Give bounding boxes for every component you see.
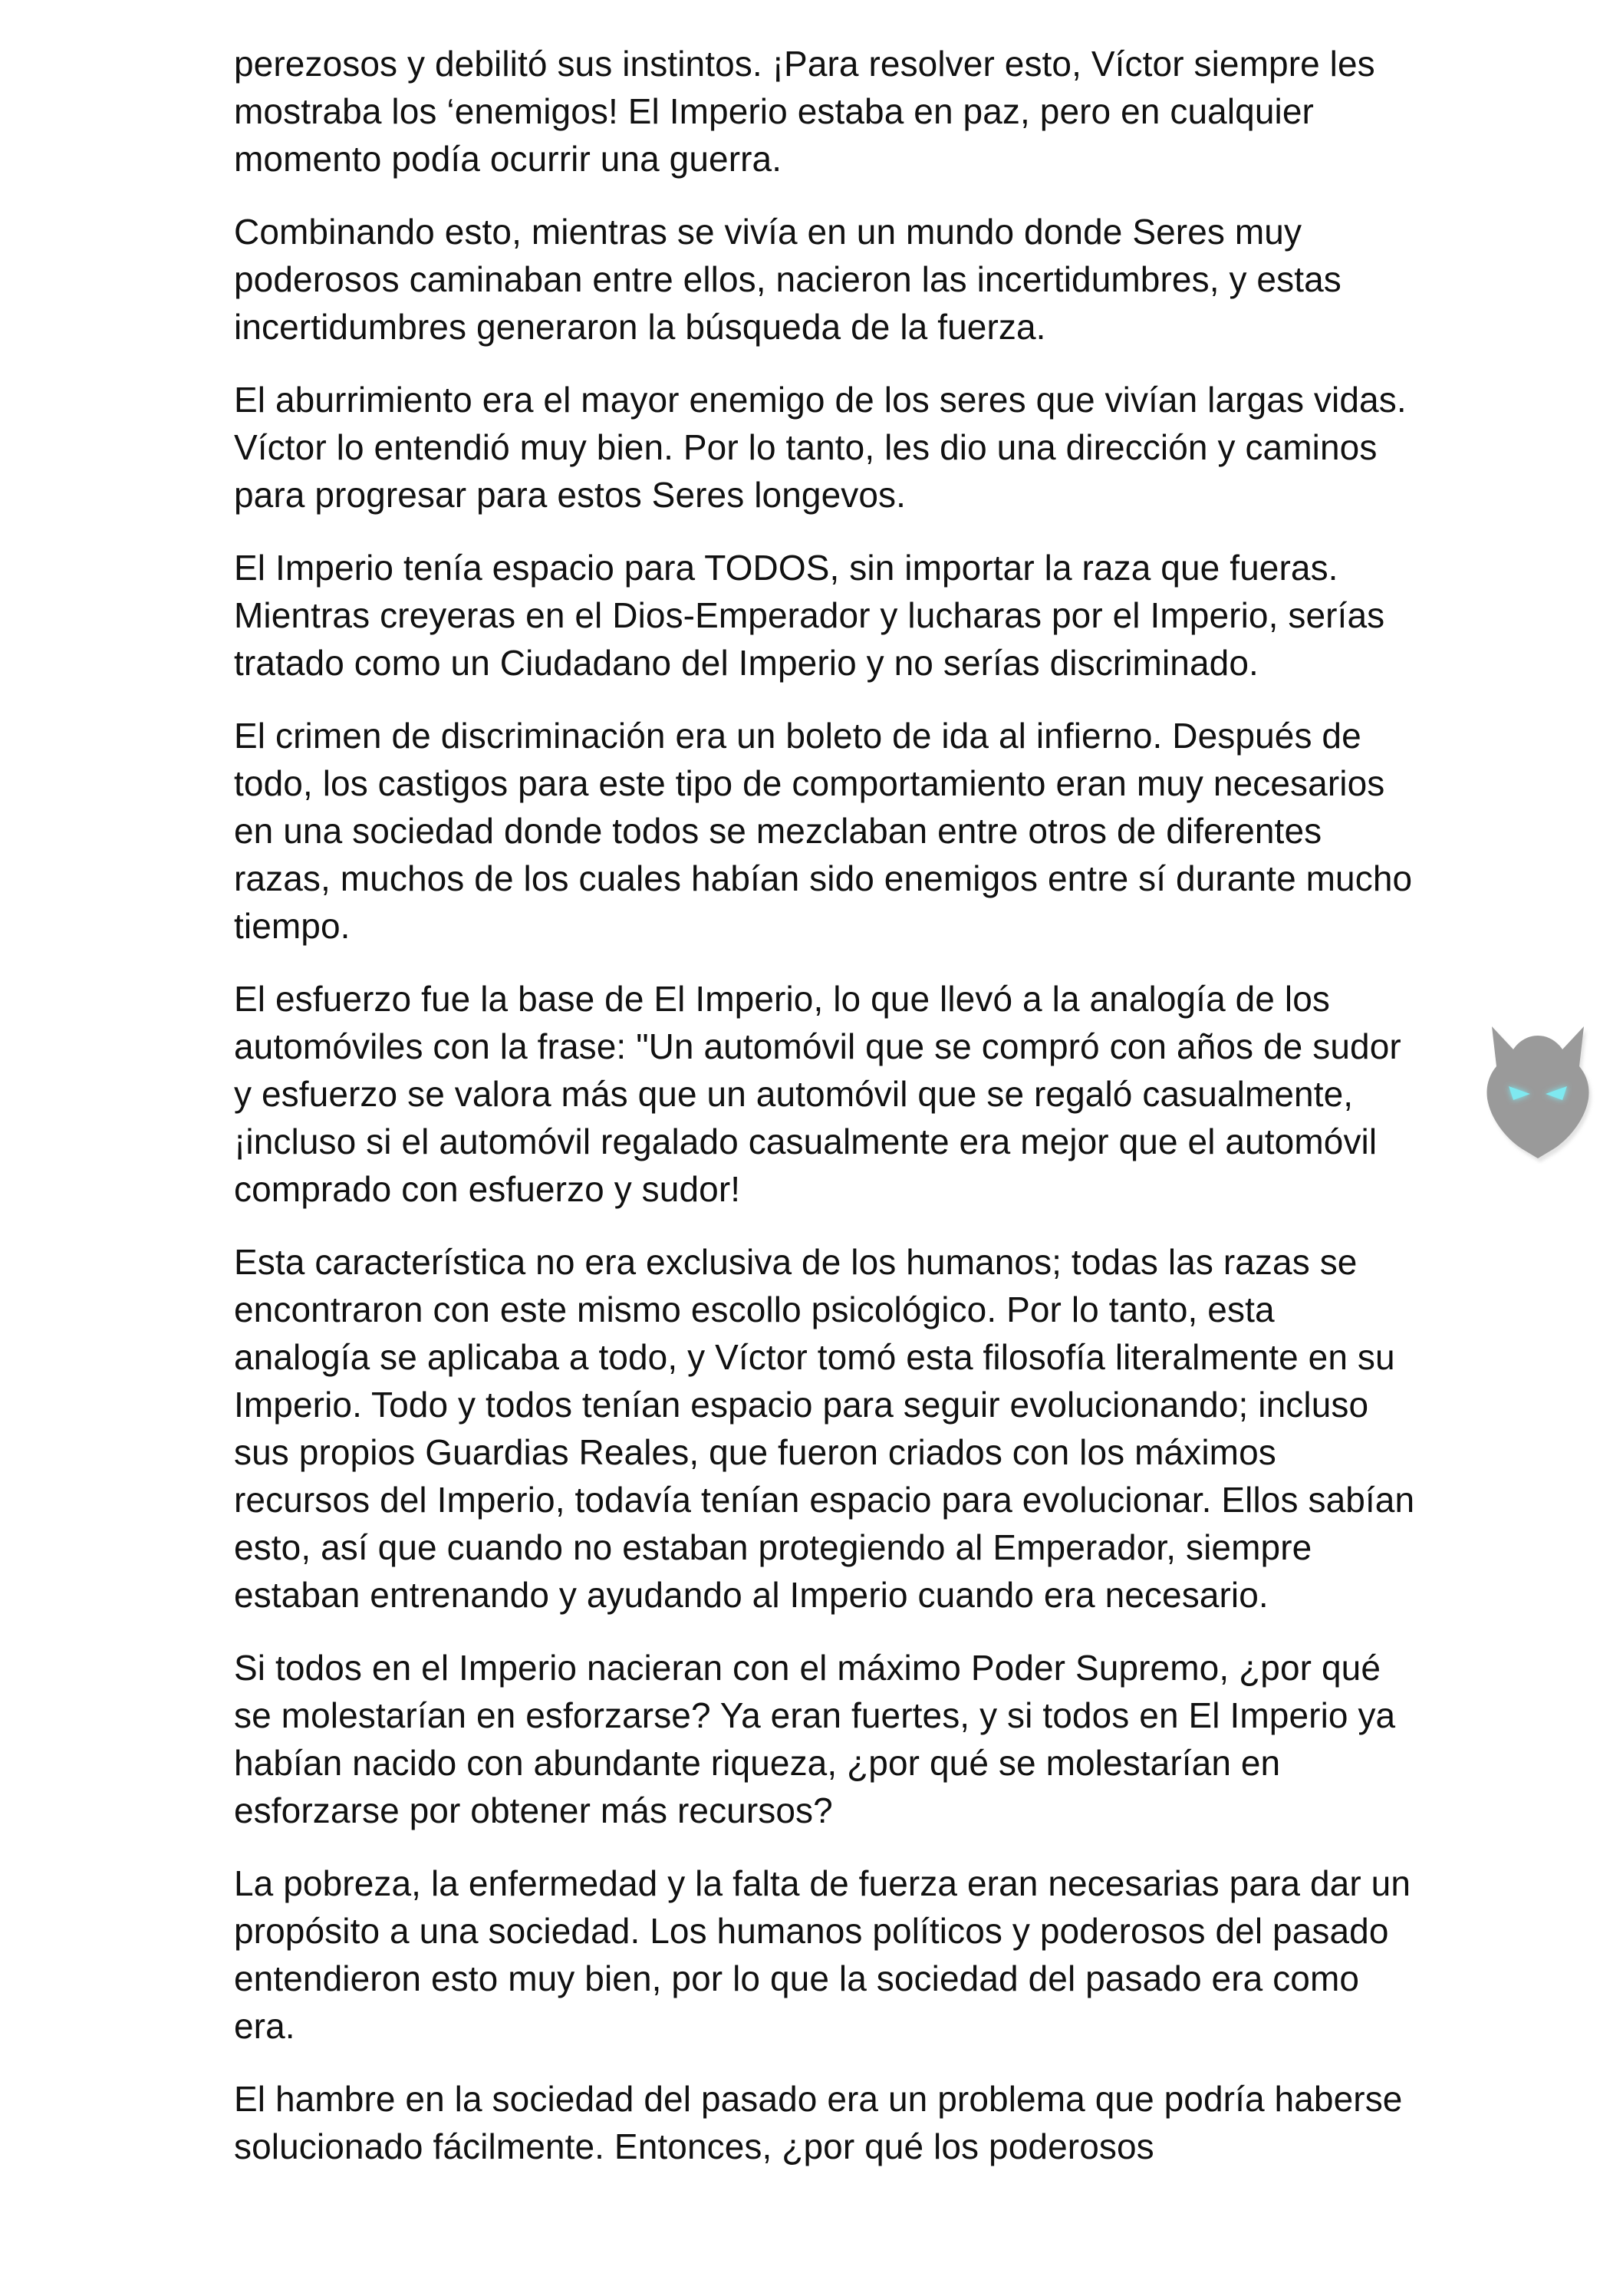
- demon-head-icon: [1469, 996, 1607, 1164]
- paragraph-2: Combinando esto, mientras se vivía en un mundo donde Seres muy poderosos caminaban entre ellos, nacieron las incertidumbres, y estas incertidumbres generaron la búsqueda de la fuerza.: [234, 212, 1342, 347]
- paragraph-10: El hambre en la sociedad del pasado era un problema que podría haberse solucionado fácilmente. Entonces, ¿por qué los poderosos: [234, 2079, 1403, 2166]
- paragraph-5: El crimen de discriminación era un boleto de ida al infierno. Después de todo, los castigos para este tipo de comportamiento eran muy necesarios en una sociedad donde todos se mezclaban entre otros de diferentes razas, muchos de los cuales habían sido enemigos entre sí durante mucho tiempo.: [234, 716, 1413, 946]
- paragraph-7: Esta característica no era exclusiva de los humanos; todas las razas se encontraron con este mismo escollo psicológico. Por lo tanto, esta analogía se aplicaba a todo, y Víctor tomó esta filosofía literalmente en su Imperio. Todo y todos tenían espacio para seguir evolucionando; incluso sus propios Guardias Reales, que fueron criados con los máximos recursos del Imperio, todavía tenían espacio para evolucionar. Ellos sabían esto, así que cuando no estaban protegiendo al Emperador, siempre estaban entrenando y ayudando al Imperio cuando era necesario.: [234, 1242, 1415, 1615]
- paragraph-6: El esfuerzo fue la base de El Imperio, lo que llevó a la analogía de los automóviles con la frase: "Un automóvil que se compró con años de sudor y esfuerzo se valora más que un automóvil que se regaló casualmente, ¡incluso si el automóvil regalado casualmente era mejor que el automóvil comprado con esfuerzo y sudor!: [234, 979, 1401, 1209]
- paragraph-3: El aburrimiento era el mayor enemigo de los seres que vivían largas vidas. Víctor lo entendió muy bien. Por lo tanto, les dio una dirección y caminos para progresar para estos Seres longevos.: [234, 380, 1407, 515]
- paragraph-4: El Imperio tenía espacio para TODOS, sin importar la raza que fueras. Mientras creyeras en el Dios-Emperador y lucharas por el Imperio, serías tratado como un Ciudadano del Imperio y no serías discriminado.: [234, 548, 1385, 683]
- document-body: [234, 40, 1419, 2196]
- paragraph-8: Si todos en el Imperio nacieran con el máximo Poder Supremo, ¿por qué se molestarían en esforzarse? Ya eran fuertes, y si todos en El Imperio ya habían nacido con abundante riqueza, ¿por qué se molestarían en esforzarse por obtener más recursos?: [234, 1648, 1396, 1830]
- paragraph-9: La pobreza, la enfermedad y la falta de fuerza eran necesarias para dar un propósito a una sociedad. Los humanos políticos y poderosos del pasado entendieron esto muy bien, por lo que la sociedad del pasado era como era.: [234, 1863, 1411, 2046]
- paragraph-1: perezosos y debilitó sus instintos. ¡Para resolver esto, Víctor siempre les mostraba los ‘enemigos! El Imperio estaba en paz, pero en cualquier momento podía ocurrir una guerra.: [234, 44, 1375, 179]
